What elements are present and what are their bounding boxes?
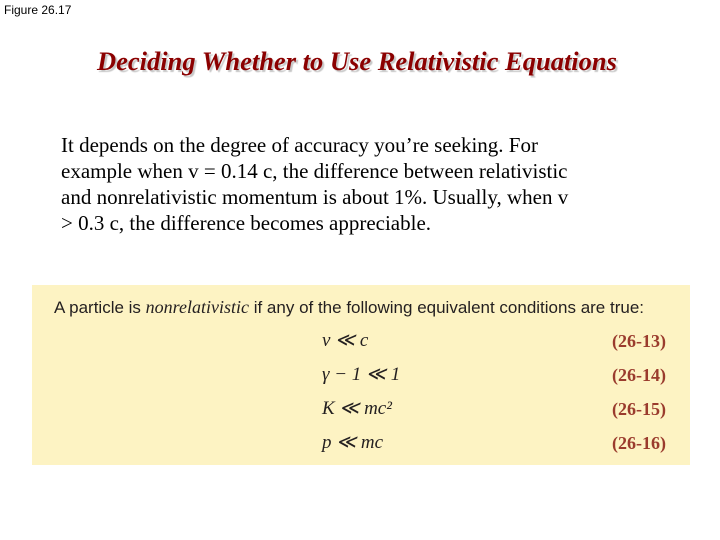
box-header-emphasis: nonrelativistic	[145, 297, 249, 317]
equation-number: (26-15)	[612, 399, 666, 419]
conditions-box	[32, 285, 690, 465]
slide-title: Deciding Whether to Use Relativistic Equations	[97, 46, 617, 76]
box-header-prefix: A particle is	[54, 298, 146, 317]
condition-row	[32, 363, 690, 389]
body-paragraph	[61, 132, 701, 236]
figure-label: Figure 26.17	[4, 3, 72, 17]
paragraph-line: It depends on the degree of accuracy you’re seeking. For	[61, 133, 538, 157]
condition-expression: v ≪ c	[322, 330, 369, 351]
equation-number: (26-13)	[612, 331, 666, 351]
condition-row	[32, 397, 690, 423]
condition-expression: γ − 1 ≪ 1	[322, 364, 401, 385]
box-header	[54, 296, 644, 319]
condition-row	[32, 431, 690, 457]
equation-number: (26-14)	[612, 365, 666, 385]
condition-expression: K ≪ mc²	[322, 398, 392, 419]
paragraph-line: and nonrelativistic momentum is about 1%. Usually, when v	[61, 185, 569, 209]
box-header-suffix: if any of the following equivalent conditions are true:	[248, 298, 645, 317]
equation-number: (26-16)	[612, 433, 666, 453]
condition-row	[32, 329, 690, 355]
paragraph-line: > 0.3 c, the difference becomes appreciable.	[61, 211, 432, 235]
paragraph-line: example when v = 0.14 c, the difference between relativistic	[61, 159, 568, 183]
condition-expression: p ≪ mc	[322, 432, 384, 453]
